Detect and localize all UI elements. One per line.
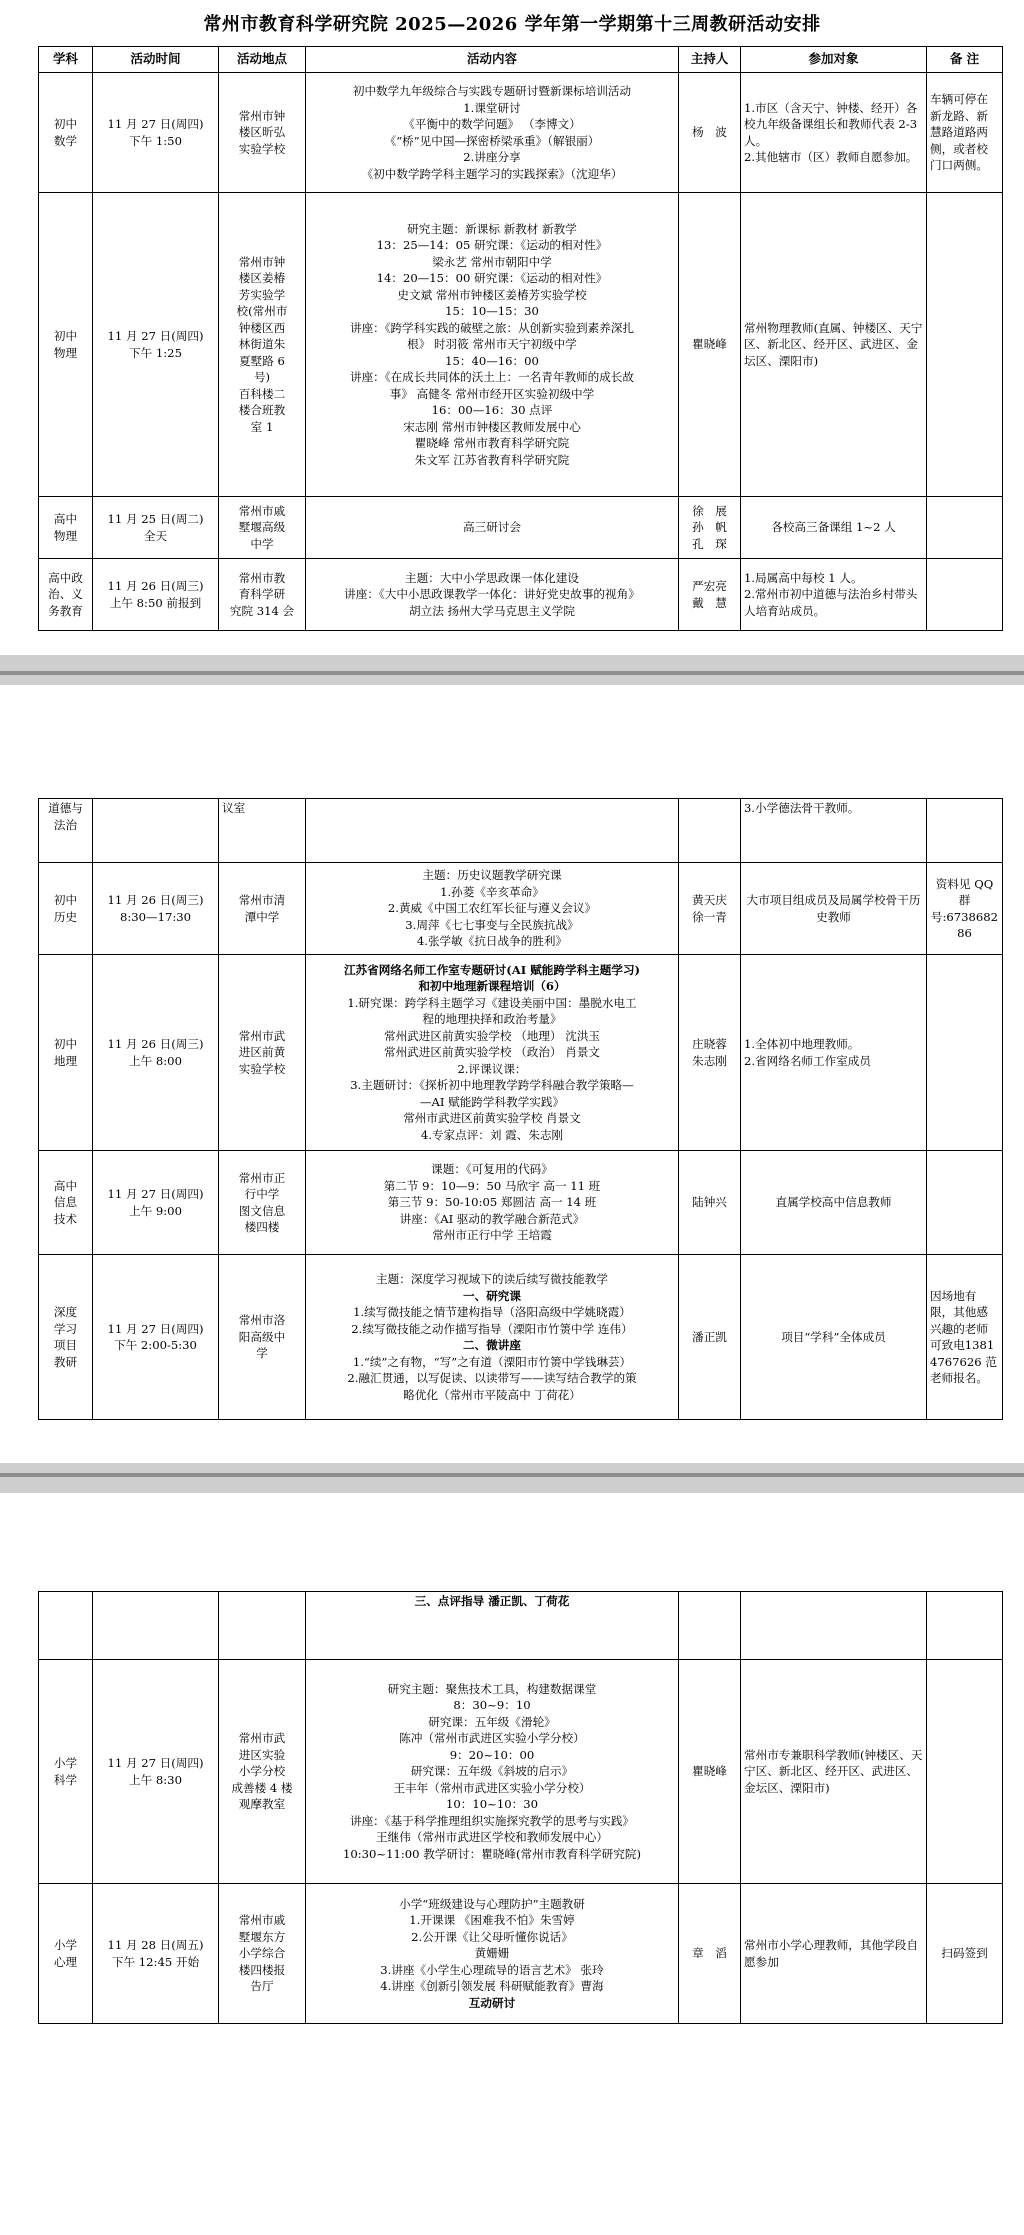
cell-subject: 初中 物理 bbox=[39, 193, 93, 497]
cell-host: 陆钟兴 bbox=[679, 1151, 741, 1255]
schedule-table-page1 bbox=[38, 46, 1003, 631]
table-row bbox=[39, 73, 1003, 193]
cell-content: 研究主题：新课标 新教材 新教学 13：25—14：05 研究课：《运动的相对性》 梁永艺 常州市朝阳中学 14：20—15：00 研究课：《运动的相对性》 史文斌 常州市钟楼区姜椿芳实验学校 15：10—15：30 讲座：《跨学科实践的破壁之旅：从创新实验到素养深扎 根》 时羽筱 常州市天宁初级中学 15：40—16：00 讲座：《在成长共同体的沃土上：一名青年教师的成长故 事》 高健冬 常州市经开区实验初级中学 16：00—16：30 点评 宋志刚 常州市钟楼区教师发展中心 瞿晓峰 常州市教育科学研究院 朱文军 江苏省教育科学研究院 bbox=[306, 193, 679, 497]
cell-time: 11 月 27 日(周四) 下午 1:25 bbox=[93, 193, 219, 497]
cell-place: 常州市武 进区前黄 实验学校 bbox=[219, 955, 306, 1151]
cell-subject: 初中 数学 bbox=[39, 73, 93, 193]
cell-place: 常州市清 潭中学 bbox=[219, 863, 306, 955]
cell-subject: 道德与 法治 bbox=[39, 799, 93, 863]
cell-place: 常州市正 行中学 图文信息 楼四楼 bbox=[219, 1151, 306, 1255]
cell-attendees: 常州物理教师(直属、钟楼区、天宁区、新北区、经开区、武进区、金坛区、溧阳市) bbox=[741, 193, 927, 497]
table-row bbox=[39, 193, 1003, 497]
cell-note bbox=[927, 559, 1003, 631]
cell-attendees: 直属学校高中信息教师 bbox=[741, 1151, 927, 1255]
cell-host bbox=[679, 799, 741, 863]
cell-subject: 初中 地理 bbox=[39, 955, 93, 1151]
header-note: 备 注 bbox=[927, 47, 1003, 73]
cell-host: 章 滔 bbox=[679, 1884, 741, 2024]
cell-content: 课题：《可复用的代码》 第二节 9：10—9：50 马欣宇 高一 11 班 第三节 9：50-10:05 郑圆洁 高一 14 班 讲座：《AI 驱动的教学融合新范式》 常州市正行中学 王培霞 bbox=[306, 1151, 679, 1255]
schedule-table-page2 bbox=[38, 798, 1003, 1420]
table-header-row bbox=[39, 47, 1003, 73]
header-place: 活动地点 bbox=[219, 47, 306, 73]
header-subject: 学科 bbox=[39, 47, 93, 73]
cell-note: 资料见 QQ 群 号:6738682 86 bbox=[927, 863, 1003, 955]
cell-time bbox=[93, 799, 219, 863]
cell-attendees: 1.市区（含天宁、钟楼、经开）各校九年级备课组长和教师代表 2-3 人。 2.其他辖市（区）教师自愿参加。 bbox=[741, 73, 927, 193]
cell-content: 主题：历史议题教学研究课 1.孙菱《辛亥革命》 2.黄威《中国工农红军长征与遵义会议》 3.周萍《七七事变与全民族抗战》 4.张学敏《抗日战争的胜利》 bbox=[306, 863, 679, 955]
cell-host: 黄天庆 徐一青 bbox=[679, 863, 741, 955]
cell-time: 11 月 27 日(周四) 上午 9:00 bbox=[93, 1151, 219, 1255]
page-title: 常州市教育科学研究院 2025—2026 学年第一学期第十三周教研活动安排 bbox=[203, 14, 821, 35]
table-row bbox=[39, 863, 1003, 955]
cell-attendees: 各校高三备课组 1~2 人 bbox=[741, 497, 927, 559]
table-row bbox=[39, 955, 1003, 1151]
cell-place: 常州市钟 楼区昕弘 实验学校 bbox=[219, 73, 306, 193]
cell-host: 瞿晓峰 bbox=[679, 1660, 741, 1884]
cell-place: 常州市洛 阳高级中 学 bbox=[219, 1255, 306, 1420]
cell-subject: 初中 历史 bbox=[39, 863, 93, 955]
cell-attendees: 常州市小学心理教师，其他学段自愿参加 bbox=[741, 1884, 927, 2024]
cell-note: 扫码签到 bbox=[927, 1884, 1003, 2024]
cell-time: 11 月 26 日(周三) 上午 8:50 前报到 bbox=[93, 559, 219, 631]
cell-note bbox=[927, 1660, 1003, 1884]
page-2 bbox=[0, 685, 1024, 1463]
cell-subject bbox=[39, 1592, 93, 1660]
cell-attendees bbox=[741, 1592, 927, 1660]
cell-host: 庄晓蓉 朱志刚 bbox=[679, 955, 741, 1151]
header-attendees: 参加对象 bbox=[741, 47, 927, 73]
cell-note bbox=[927, 955, 1003, 1151]
cell-subject: 高中政 治、义 务教育 bbox=[39, 559, 93, 631]
header-host: 主持人 bbox=[679, 47, 741, 73]
cell-time: 11 月 26 日(周三) 上午 8:00 bbox=[93, 955, 219, 1151]
cell-note bbox=[927, 1151, 1003, 1255]
cell-note bbox=[927, 1592, 1003, 1660]
table-row bbox=[39, 1255, 1003, 1420]
cell-time: 11 月 25 日(周二) 全天 bbox=[93, 497, 219, 559]
cell-subject: 小学 科学 bbox=[39, 1660, 93, 1884]
cell-host: 严宏亮 戴 慧 bbox=[679, 559, 741, 631]
page-1 bbox=[0, 0, 1024, 655]
cell-content: 初中数学九年级综合与实践专题研讨暨新课标培训活动 1.课堂研讨 《平衡中的数学问题》 （李博文） 《“桥”见中国—探密桥梁承重》（解银丽） 2.讲座分享 《初中数学跨学科主题学习的实践探索》（沈迎华） bbox=[306, 73, 679, 193]
table-row bbox=[39, 1151, 1003, 1255]
table-row bbox=[39, 799, 1003, 863]
cell-host: 瞿晓峰 bbox=[679, 193, 741, 497]
cell-host: 杨 波 bbox=[679, 73, 741, 193]
cell-content: 江苏省网络名师工作室专题研讨(AI 赋能跨学科主题学习) 和初中地理新课程培训（6） 1.研究课：跨学科主题学习《建设美丽中国：墨脱水电工 程的地理抉择和政治考量》 常州武进区前黄实验学校 （地理） 沈洪玉 常州武进区前黄实验学校 （政治） 肖景文 2.评课议课： 3.主题研讨：《探析初中地理教学跨学科融合教学策略— —AI 赋能跨学科教学实践》 常州市武进区前黄实验学校 肖景文 4.专家点评：刘 霞、朱志刚 bbox=[306, 955, 679, 1151]
page-3 bbox=[0, 1493, 1024, 2235]
cell-attendees: 3.小学德法骨干教师。 bbox=[741, 799, 927, 863]
cell-content: 小学“班级建设与心理防护”主题教研 1.开课课 《困难我不怕》朱雪婷 2.公开课《让父母听懂你说话》 黄姗姗 3.讲座《小学生心理疏导的语言艺术》 张玲 4.讲座《创新引领发展 科研赋能教育》曹海 互动研讨 bbox=[306, 1884, 679, 2024]
cell-time: 11 月 27 日(周四) 下午 2:00-5:30 bbox=[93, 1255, 219, 1420]
cell-content: 主题：大中小学思政课一体化建设 讲座：《大中小思政课教学一体化：讲好党史故事的视角》 胡立法 扬州大学马克思主义学院 bbox=[306, 559, 679, 631]
cell-note: 车辆可停在新龙路、新慧路道路两侧，或者校门口两侧。 bbox=[927, 73, 1003, 193]
cell-note bbox=[927, 799, 1003, 863]
cell-note bbox=[927, 497, 1003, 559]
cell-place: 常州市戚 墅堰高级 中学 bbox=[219, 497, 306, 559]
page-separator bbox=[0, 1463, 1024, 1493]
cell-place bbox=[219, 1592, 306, 1660]
cell-subject: 小学 心理 bbox=[39, 1884, 93, 2024]
schedule-table-page3 bbox=[38, 1591, 1003, 2024]
cell-subject: 高中 信息 技术 bbox=[39, 1151, 93, 1255]
cell-host: 徐 展 孙 帆 孔 琛 bbox=[679, 497, 741, 559]
header-content: 活动内容 bbox=[306, 47, 679, 73]
table-row bbox=[39, 1592, 1003, 1660]
cell-time: 11 月 27 日(周四) 下午 1:50 bbox=[93, 73, 219, 193]
cell-time bbox=[93, 1592, 219, 1660]
cell-attendees: 大市项目组成员及局属学校骨干历史教师 bbox=[741, 863, 927, 955]
cell-note: 因场地有限，其他感兴趣的老师可致电13814767626 范老师报名。 bbox=[927, 1255, 1003, 1420]
table-row bbox=[39, 497, 1003, 559]
cell-content: 主题：深度学习视域下的读后续写微技能教学 一、研究课 1.续写微技能之情节建构指导（洛阳高级中学姚晓霞） 2.续写微技能之动作描写指导（溧阳市竹箦中学 连伟） 二、微讲座 1.“续”之有物，“写”之有道（溧阳市竹箦中学钱琳芸） 2.融汇贯通，以写促读、以读带写——读写结合教学的策 略优化（常州市平陵高中 丁荷花） bbox=[306, 1255, 679, 1420]
table-row bbox=[39, 559, 1003, 631]
header-time: 活动时间 bbox=[93, 47, 219, 73]
cell-host: 潘正凯 bbox=[679, 1255, 741, 1420]
cell-attendees: 1.全体初中地理教师。 2.省网络名师工作室成员 bbox=[741, 955, 927, 1151]
cell-place: 常州市钟 楼区姜椿 芳实验学 校(常州市 钟楼区西 林街道朱 夏墅路 6 号) 百科楼二 楼合班教 室 1 bbox=[219, 193, 306, 497]
cell-time: 11 月 27 日(周四) 上午 8:30 bbox=[93, 1660, 219, 1884]
cell-host bbox=[679, 1592, 741, 1660]
cell-subject: 深度 学习 项目 教研 bbox=[39, 1255, 93, 1420]
cell-content: 高三研讨会 bbox=[306, 497, 679, 559]
table-row bbox=[39, 1660, 1003, 1884]
cell-attendees: 常州市专兼职科学教师(钟楼区、天宁区、新北区、经开区、武进区、金坛区、溧阳市) bbox=[741, 1660, 927, 1884]
cell-attendees: 项目“学科”全体成员 bbox=[741, 1255, 927, 1420]
cell-place: 常州市戚 墅堰东方 小学综合 楼四楼报 告厅 bbox=[219, 1884, 306, 2024]
cell-place: 常州市武 进区实验 小学分校 成善楼 4 楼 观摩教室 bbox=[219, 1660, 306, 1884]
cell-content: 三、点评指导 潘正凯、丁荷花 bbox=[306, 1592, 679, 1660]
cell-time: 11 月 28 日(周五) 下午 12:45 开始 bbox=[93, 1884, 219, 2024]
cell-attendees: 1.局属高中每校 1 人。 2.常州市初中道德与法治乡村带头人培育站成员。 bbox=[741, 559, 927, 631]
cell-note bbox=[927, 193, 1003, 497]
page-separator bbox=[0, 655, 1024, 685]
cell-time: 11 月 26 日(周三) 8:30—17:30 bbox=[93, 863, 219, 955]
cell-content: 研究主题：聚焦技术工具，构建数据课堂 8：30~9：10 研究课：五年级《滑轮》 陈冲（常州市武进区实验小学分校） 9：20~10：00 研究课：五年级《斜坡的启示》 王丰年（常州市武进区实验小学分校） 10：10~10：30 讲座：《基于科学推理组织实施探究教学的思考与实践》 王继伟（常州市武进区学校和教师发展中心） 10:30~11:00 教学研讨：瞿晓峰(常州市教育科学研究院) bbox=[306, 1660, 679, 1884]
table-row bbox=[39, 1884, 1003, 2024]
cell-place: 常州市教 育科学研 究院 314 会 bbox=[219, 559, 306, 631]
cell-content bbox=[306, 799, 679, 863]
cell-place: 议室 bbox=[219, 799, 306, 863]
cell-subject: 高中 物理 bbox=[39, 497, 93, 559]
